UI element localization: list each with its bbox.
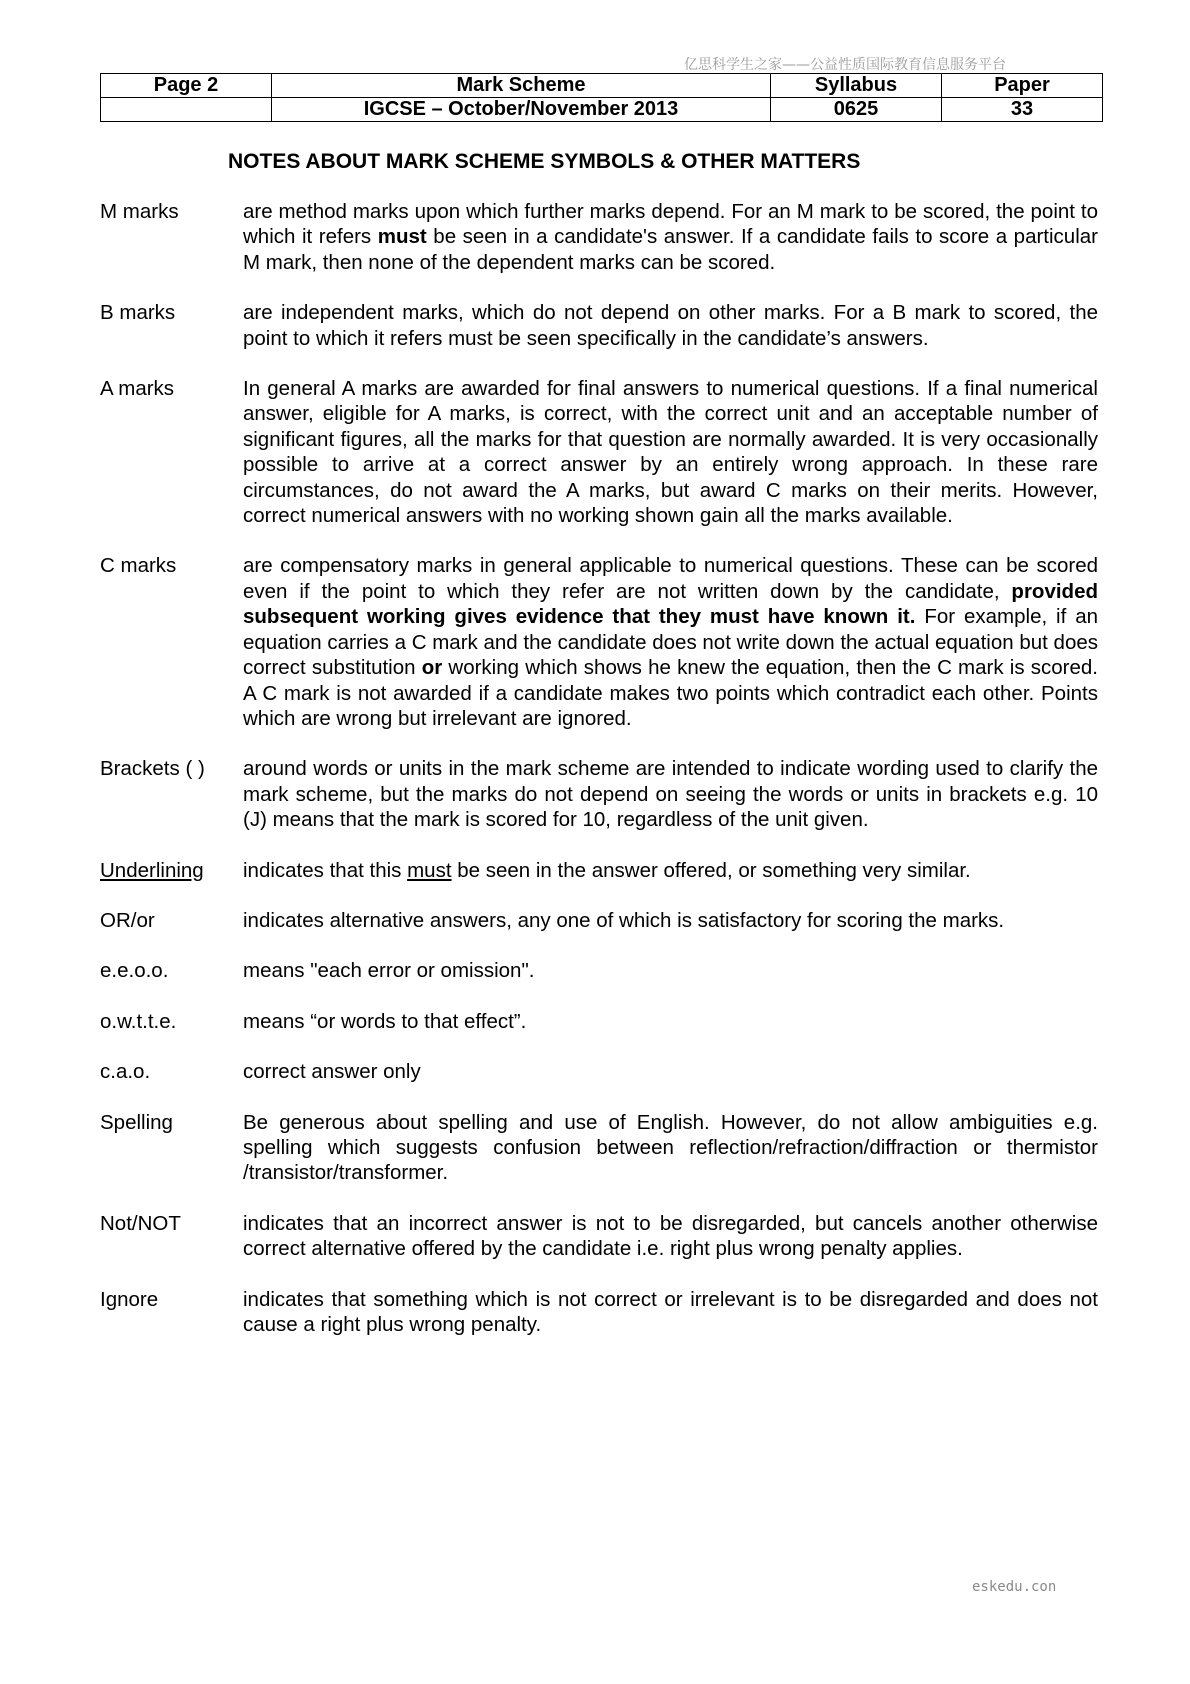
header-row-2	[101, 98, 1103, 122]
entry-description: indicates that something which is not correct or irrelevant is to be disregarded and does not cause a right plus wrong penalty.	[243, 1287, 1098, 1336]
section-title: NOTES ABOUT MARK SCHEME SYMBOLS & OTHER MATTERS	[228, 150, 861, 173]
desc-text: be seen in the answer offered, or something very similar.	[451, 858, 971, 882]
header-table	[100, 73, 1103, 122]
header-syllabus-code: 0625	[771, 98, 942, 122]
desc-bold: must	[377, 225, 427, 249]
entry-term: C marks	[100, 554, 177, 578]
watermark-top: 亿思科学生之家——公益性质国际教育信息服务平台	[684, 57, 1006, 73]
entry-term: B marks	[100, 301, 176, 325]
entry-cao	[100, 1059, 1098, 1084]
entry-description: In general A marks are awarded for final answers to numerical questions. If a final numerical answer, eligible for A marks, is correct, with the correct unit and an acceptable number of significant figures, all the marks for that question are normally awarded. It is very occasionally possible to arrive at a correct answer by an entirely wrong approach. In these rare circumstances, do not award the A marks, but award C marks on their merits. However, correct numerical answers with no working shown gain all the marks available.	[243, 377, 1098, 528]
entry-term: o.w.t.t.e.	[100, 1009, 177, 1033]
entry-term: Brackets ( )	[100, 757, 205, 781]
entry-c-marks	[100, 553, 1098, 731]
entry-term	[100, 858, 243, 883]
entry-description: around words or units in the mark scheme are intended to indicate wording used to clarify the mark scheme, but the marks do not depend on seeing the words or units in brackets e.g. 10 (J) means that the mark is scored for 10, regardless of the unit given.	[243, 757, 1098, 832]
entry-description: indicates that an incorrect answer is not to be disregarded, but cancels another otherwise correct alternative offered by the candidate i.e. right plus wrong penalty applies.	[243, 1211, 1098, 1261]
entry-description: means “or words to that effect”.	[243, 1009, 527, 1033]
entry-m-marks	[100, 199, 1098, 275]
entry-term: c.a.o.	[100, 1060, 151, 1084]
entry-description	[243, 858, 1098, 883]
header-page: Page 2	[101, 74, 272, 98]
header-exam: IGCSE – October/November 2013	[272, 98, 771, 122]
entry-term: Spelling	[100, 1110, 173, 1134]
entry-or	[100, 908, 1098, 933]
entry-not	[100, 1211, 1098, 1262]
entry-underlining	[100, 858, 1098, 883]
entry-a-marks	[100, 376, 1098, 528]
entry-description	[243, 199, 1098, 275]
header-blank-cell	[101, 98, 272, 122]
entry-owtte	[100, 1009, 1098, 1034]
entry-description	[243, 553, 1098, 731]
desc-text: For example, if an equation carries a C mark and the candidate does not write down the actual equation but does correct substitution	[243, 605, 1099, 680]
desc-text: be seen in a candidate's answer. If a candidate fails to score a particular M mark, then none of the dependent marks can be scored.	[243, 225, 1098, 274]
entry-description: are independent marks, which do not depend on other marks. For a B mark to scored, the point to which it refers must be seen specifically in the candidate’s answers.	[243, 301, 1098, 350]
desc-bold: or	[421, 656, 443, 680]
term-underlined-text: Underlining	[100, 858, 204, 882]
entry-term: e.e.o.o.	[100, 959, 169, 983]
entry-description: Be generous about spelling and use of English. However, do not allow ambiguities e.g. spelling which suggests confusion between reflection/refraction/diffraction or thermistor /transistor/transformer.	[243, 1110, 1098, 1185]
notes-list	[100, 199, 1098, 1362]
header-row-1	[101, 74, 1103, 98]
entry-term: OR/or	[100, 908, 155, 932]
header-doc-title: Mark Scheme	[272, 74, 771, 98]
entry-term: Not/NOT	[100, 1211, 181, 1235]
desc-bold: provided subsequent working gives evidence that they must have known it.	[243, 579, 1098, 629]
entry-term: M marks	[100, 200, 179, 223]
desc-text: are method marks upon which further marks depend. For an M mark to be scored, the point to which it refers	[243, 200, 1098, 249]
entry-term: Ignore	[100, 1287, 159, 1311]
entry-description: correct answer only	[243, 1060, 421, 1084]
header-syllabus-label: Syllabus	[771, 74, 942, 98]
header-paper-number: 33	[942, 98, 1103, 122]
desc-text: indicates that this	[243, 858, 408, 882]
entry-spelling	[100, 1110, 1098, 1186]
entry-description: means "each error or omission".	[243, 959, 535, 983]
watermark-bottom: eskedu.con	[972, 1579, 1057, 1595]
entry-description: indicates alternative answers, any one of which is satisfactory for scoring the marks.	[243, 908, 1005, 932]
entry-ignore	[100, 1287, 1098, 1338]
entry-brackets	[100, 756, 1098, 832]
header-paper-label: Paper	[942, 74, 1103, 98]
entry-b-marks	[100, 300, 1098, 351]
entry-eeoo	[100, 958, 1098, 983]
desc-underlined: must	[407, 858, 452, 882]
entry-term: A marks	[100, 377, 175, 401]
desc-text: working which shows he knew the equation, then the C mark is scored. A C mark is not awarded if a candidate makes two points which contradict each other. Points which are wrong but irrelevant are ignored.	[243, 656, 1098, 730]
desc-text: are compensatory marks in general applicable to numerical questions. These can be scored even if the point to which they refer are not written down by the candidate,	[243, 554, 1098, 603]
